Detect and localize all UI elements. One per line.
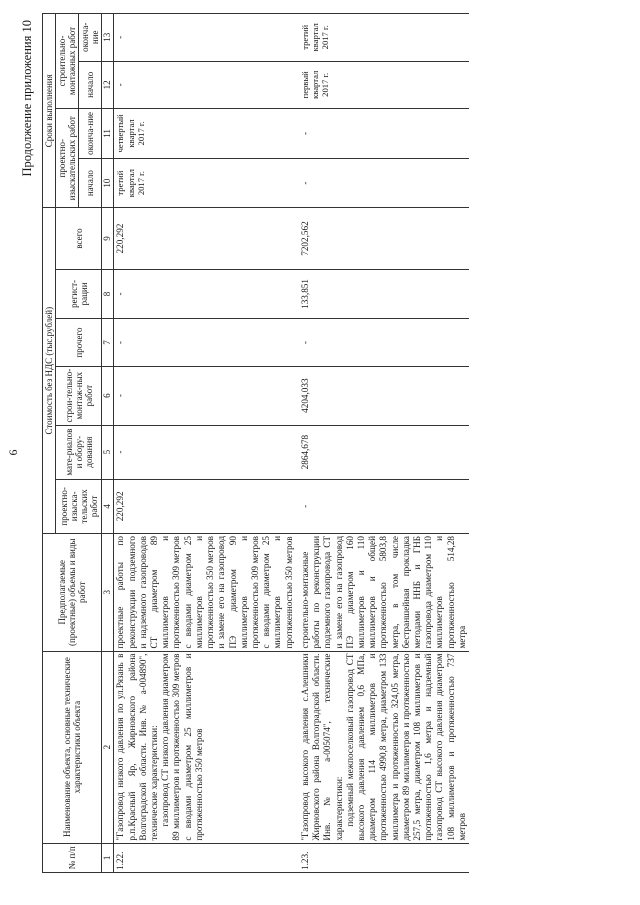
cost-design: -	[296, 479, 469, 533]
works-description: строительно-монтажные работы по реконструкции подземного газопровода СТ и замене его на газопровод ПЭ диаметром 160 миллиметров и 110 миллиметров и общей протяженностью 5803,8 метра, в том числе бестраншейная прокладка методами ННБ и ГНБ газопровода диаметром 110 миллиметров и протяженностью 514,28 метра	[296, 533, 469, 651]
header-terms-design: проектно-изыскательских работ	[56, 109, 79, 208]
column-number-row	[102, 14, 114, 873]
header-construction-start: начало	[79, 61, 102, 108]
object-characteristics: газопровод СТ низкого давления диаметром 89 миллиметров и протяженностью 309 метров с вводами диаметром 25 миллиметров и протяженностью 350 метров	[160, 653, 204, 841]
header-cost-materials: мате-риалов и обору-дования	[56, 425, 102, 479]
works-table	[42, 13, 469, 873]
column-number: 8	[102, 269, 114, 319]
column-number: 13	[102, 14, 114, 62]
header-cost-group: Стоимость без НДС (тыс.рублей)	[43, 208, 56, 534]
column-number: 1	[102, 843, 114, 872]
construction-start: первый квартал 2017 г.	[296, 61, 469, 108]
cost-materials: -	[114, 425, 296, 479]
table-row	[296, 14, 469, 873]
object-name-cell	[296, 651, 469, 843]
header-construction-end: оконча-ние	[79, 14, 102, 62]
cost-materials: 2864,678	[296, 425, 469, 479]
header-cost-other: прочего	[56, 319, 102, 366]
object-characteristics: подземный межпоселковый газопровод СТ высокого давления давлением 0,6 МПа, диаметром 114 миллиметров и протяженностью 4990,8 метра, диаметром 133 миллиметра и протяженностью 324,05 метра, диаметром 89 миллиметров и протяженностью 257,5 метра, диаметром 108 миллиметров и протяженностью 1,6 метра и надземный газопровод СТ высокого давления диаметром 108 миллиметров и протяженностью 737 метров	[344, 653, 467, 841]
object-name: "Газопровод высокого давления с.Алешники Жирновского района Волгоградской области. Инв.№ а-005074", технические характеристики:	[299, 653, 344, 841]
construction-end: -	[114, 14, 296, 62]
cost-design: 220,292	[114, 479, 296, 533]
header-cost-design: проектно-изыска-тельских работ	[56, 479, 102, 533]
column-number: 12	[102, 61, 114, 108]
header-design-end: оконча-ние	[79, 109, 102, 159]
design-start: -	[296, 158, 469, 208]
header-no: № п/п	[43, 843, 102, 872]
column-number: 7	[102, 319, 114, 366]
works-description: проектные работы по реконструкции подземного и надземного газопроводов СТ диаметром 89 миллиметров и протяженностью 309 метров с вводами диаметром 25 миллиметров и протяженностью 350 метров и замене его на газопровод ПЭ диаметром 90 миллиметров и протяженностью 309 метров с вводами диаметром 25 миллиметров и протяженностью 350 метров	[114, 533, 296, 651]
header-design-start: начало	[79, 158, 102, 208]
cost-construction: 4204,033	[296, 366, 469, 425]
column-number: 5	[102, 425, 114, 479]
column-number: 6	[102, 366, 114, 425]
cost-registration: 133,851	[296, 269, 469, 319]
object-name-cell	[114, 651, 296, 843]
column-number: 11	[102, 109, 114, 159]
column-number: 9	[102, 208, 114, 269]
column-number: 10	[102, 158, 114, 208]
column-number: 3	[102, 533, 114, 651]
header-cost-total: всего	[56, 208, 102, 269]
cost-other: -	[296, 319, 469, 366]
header-cost-construction: строи-тельно-монтаж-ных работ	[56, 366, 102, 425]
cost-registration: -	[114, 269, 296, 319]
row-number: 1.22.	[114, 843, 296, 872]
row-number: 1.23.	[296, 843, 469, 872]
construction-start: -	[114, 61, 296, 108]
column-number: 4	[102, 479, 114, 533]
object-name: "Газопровод низкого давления по ул.Рязань в р.п.Красный Яр, Жирновского района Волгоградской области. Инв.№ а-004890", технические характеристики:	[115, 653, 160, 841]
cost-total: 7202,562	[296, 208, 469, 269]
cost-other: -	[114, 319, 296, 366]
cost-total: 220,292	[114, 208, 296, 269]
header-terms-construction: строительно-монтажных работ	[56, 14, 79, 109]
header-works: Предполагаемые (проектные) объемы и виды работ	[43, 533, 102, 651]
design-end: -	[296, 109, 469, 159]
column-number: 2	[102, 651, 114, 843]
continuation-title: Продолжение приложения 10	[20, 20, 34, 177]
construction-end: третий квартал 2017 г.	[296, 14, 469, 62]
design-start: третий квартал 2017 г.	[114, 158, 296, 208]
cost-construction: -	[114, 366, 296, 425]
header-cost-registration: регист-рации	[56, 269, 102, 319]
header-terms-group: Сроки выполнения	[43, 14, 56, 208]
header-name: Наименование объекта, основные технические характеристики объекта	[43, 651, 102, 843]
table-row	[114, 14, 296, 873]
page-number: 6	[6, 449, 20, 456]
design-end: четвертый квартал 2017 г.	[114, 109, 296, 159]
